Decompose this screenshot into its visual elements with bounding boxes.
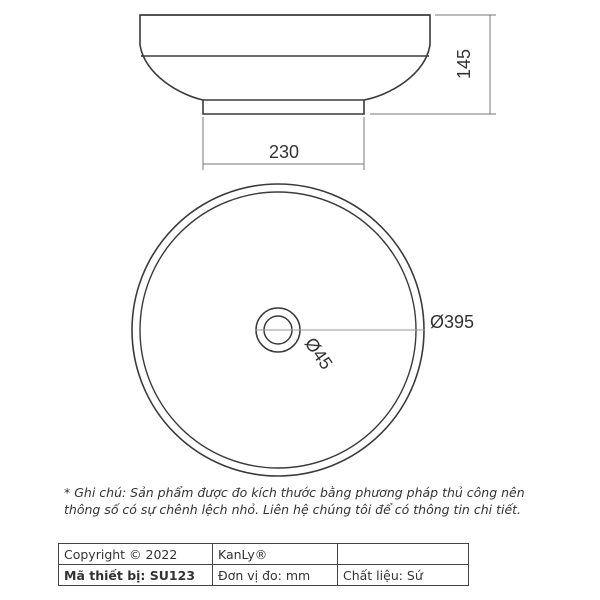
table-row bbox=[59, 565, 469, 586]
drain-diameter-label: Ø45 bbox=[300, 333, 337, 374]
outer-diameter-label: Ø395 bbox=[430, 312, 475, 332]
note-text: * Ghi chú: Sản phẩm được đo kích thước bằng phương pháp thủ công nên thông số có sự chênh lệch nhỏ. Liên hệ chúng tôi để có thông tin chi tiết. bbox=[64, 485, 525, 517]
basin-side-outline bbox=[140, 15, 430, 114]
basin-side-view bbox=[140, 15, 430, 114]
info-table bbox=[58, 543, 469, 586]
height-dimension-label: 145 bbox=[454, 48, 474, 80]
product-code-cell: Mã thiết bị: SU123 bbox=[59, 565, 213, 586]
brand-cell: KanLy® bbox=[213, 544, 338, 565]
material-cell: Chất liệu: Sứ bbox=[338, 565, 469, 586]
unit-cell: Đơn vị đo: mm bbox=[213, 565, 338, 586]
width-dimension-label: 230 bbox=[268, 142, 300, 162]
table-row bbox=[59, 544, 469, 565]
copyright-cell: Copyright © 2022 bbox=[59, 544, 213, 565]
height-dimension bbox=[370, 15, 496, 114]
empty-cell bbox=[338, 544, 469, 565]
